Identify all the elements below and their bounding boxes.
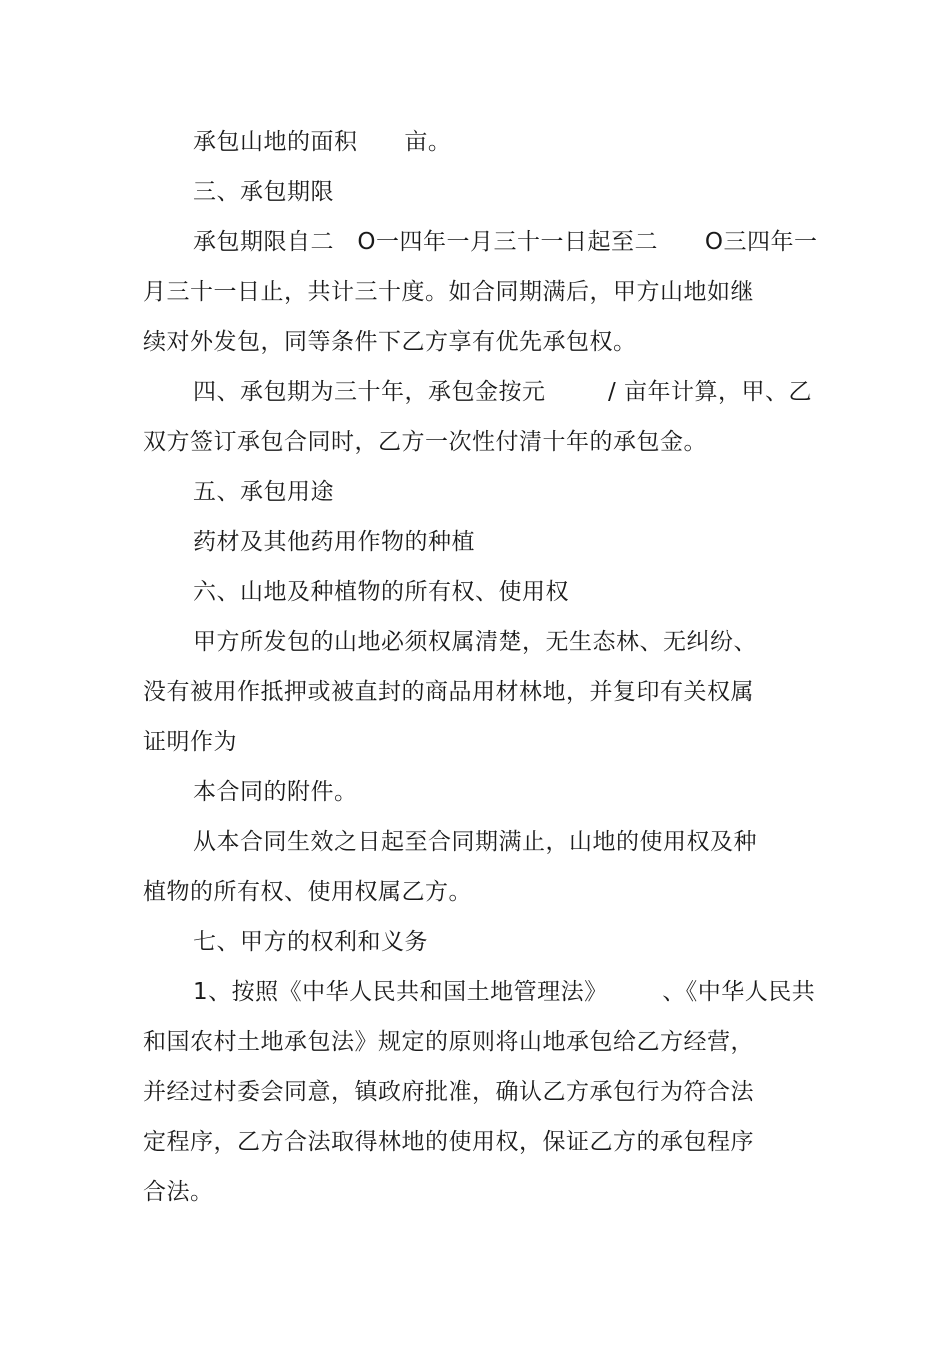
text-line: 植物的所有权、使用权属乙方。 — [143, 879, 472, 905]
text-line: 并经过村委会同意，镇政府批准，确认乙方承包行为符合法 — [143, 1079, 754, 1105]
section-heading: 六、山地及种植物的所有权、使用权 — [193, 579, 569, 605]
text-line: 和国农村土地承包法》规定的原则将山地承包给乙方经营， — [143, 1029, 754, 1055]
text-line: 合法。 — [143, 1179, 214, 1205]
text-line: 续对外发包，同等条件下乙方享有优先承包权。 — [143, 329, 637, 355]
text-line: 本合同的附件。 — [193, 779, 358, 805]
text-line: 药材及其他药用作物的种植 — [193, 529, 475, 555]
text-line: 承包山地的面积 亩。 — [193, 129, 452, 155]
text-line: 承包期限自二 O一四年一月三十一日起至二 O三四年一 — [193, 229, 818, 255]
text-line: 月三十一日止，共计三十度。如合同期满后，甲方山地如继 — [143, 279, 754, 305]
section-heading: 三、承包期限 — [193, 179, 334, 205]
text-line: 四、承包期为三十年，承包金按元 / 亩年计算，甲、乙 — [193, 379, 813, 405]
section-heading: 七、甲方的权利和义务 — [193, 929, 428, 955]
text-line: 没有被用作抵押或被直封的商品用材林地，并复印有关权属 — [143, 679, 754, 705]
text-line: 定程序，乙方合法取得林地的使用权，保证乙方的承包程序 — [143, 1129, 754, 1155]
text-line: 双方签订承包合同时，乙方一次性付清十年的承包金。 — [143, 429, 707, 455]
text-line: 证明作为 — [143, 729, 237, 755]
text-line: 从本合同生效之日起至合同期满止，山地的使用权及种 — [193, 829, 757, 855]
text-line: 甲方所发包的山地必须权属清楚，无生态林、无纠纷、 — [193, 629, 757, 655]
text-line: 1、按照《中华人民共和国土地管理法》 、《中华人民共 — [193, 979, 816, 1005]
section-heading: 五、承包用途 — [193, 479, 334, 505]
